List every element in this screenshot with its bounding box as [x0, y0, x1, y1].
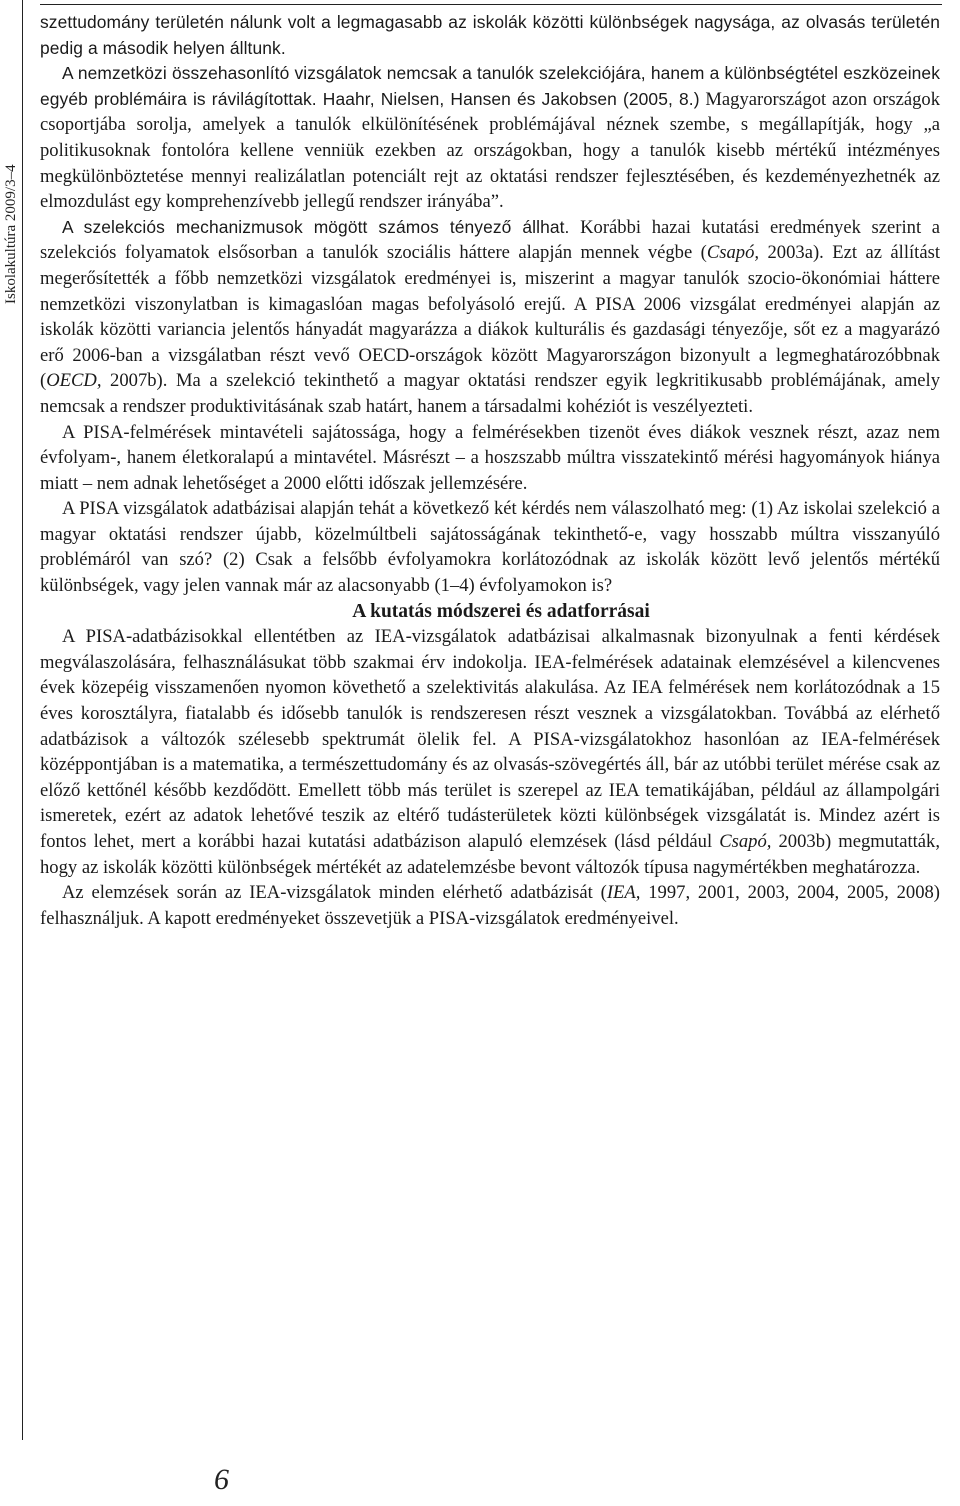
paragraph-1: [40, 10, 940, 215]
paragraph-2-part-2: Korábbi hazai kutatási eredmények szerint a szelekciós folyamatok elsősorban a tanulók szociális háttere alapján mennek végbe (: [40, 216, 941, 264]
top-rule: [40, 4, 942, 5]
paragraph-2-part-3: 2003a). Ezt az állítást megerősítették a főbb nemzetközi vizsgálatok eredményei is, miszerint a magyar tanulók szocio-ökonómiai háttere nemzetközi viszonylatban is kimagaslóan magas befolyásoló erejű. A PISA 2006 vizsgálat eredményei alapján az iskolák közötti variancia jelentős hányadát magyarázza a diákok kulturális és gazdasági tényezője, sőt ez a magyarázó erő 2006-ban a vizsgálatban részt vevő OECD-országok között Magyarországon bizonyult a legmeghatározóbbnak (: [40, 242, 940, 392]
paragraph-1-part-2: A nemzetközi összehasonlító vizsgálatok nemcsak a tanulók szelekciójára, hanem a különbségtétel eszközeinek egyéb problémáira is rávilágítottak. Haahr, Nielsen, Hansen és Jakobsen (2005, 8.): [40, 63, 940, 109]
article-body: [40, 10, 940, 931]
paragraph-5-part-2: 2003b) megmutatták, hogy az iskolák közötti különbségek mértékét az adatelemzésbe bevont változók típusa nagymértékben meghatározza.: [40, 831, 940, 878]
paragraph-6: [40, 880, 940, 931]
paragraph-6-part-2: 1997, 2001, 2003, 2004, 2005, 2008) felhasználjuk. A kapott eredményeket összevetjük a PISA-vizsgálatok eredményeivel.: [40, 882, 940, 929]
section-title: A kutatás módszerei és adatforrásai: [352, 600, 650, 622]
journal-label: Iskolakultúra 2009/3–4: [3, 164, 19, 304]
paragraph-1-part-1: szettudomány területén nálunk volt a legmagasabb az iskolák közötti különbségek nagysága, az olvasás területén pedig a második helyen álltunk.: [40, 12, 940, 58]
paragraph-2: [40, 215, 940, 420]
citation-csapo-2003b: Csapó,: [719, 831, 772, 852]
citation-csapo-2003a: Csapó,: [706, 242, 760, 264]
citation-oecd: OECD,: [46, 370, 102, 392]
paragraph-5: [40, 624, 940, 880]
paragraph-5-part-1: A PISA-adatbázisokkal ellentétben az IEA-vizsgálatok adatbázisai alkalmasnak bizonyulnak a fenti kérdések megválaszolására, felhasználásukat több szakmai érv indokolja. IEA-felmérések adatainak elemzésével a kilencvenes évek közepéig visszamenően nyomon követhető a szelektivitás alakulása. Az IEA felmérések nem korlátozódnak a 15 éves korosztályra, fiatalabb és idősebb tanulók is rendszeresen részt vesznek a vizsgálatokban. Továbbá az elérhető adatbázisok a változók szélesebb spektrumát ölelik fel. A PISA-vizsgálatokhoz hasonlóan az IEA-felmérések középpontjában is a matematika, a természettudomány és az olvasás-szövegértés áll, bár az utóbbi terület mérése csak az előző kettőnél később kezdődött. Emellett több más terület is szerepel az IEA tematikájában, például az állampolgári ismeretek, ezért az adatok lehetővé teszik az eltérő tudásterületek közti különbségek vizsgálatát is. Mindez azért is fontos lehet, mert a korábbi hazai kutatási adatbázison alapuló elemzések (lásd például: [40, 626, 940, 852]
paragraph-6-part-1: Az elemzések során az IEA-vizsgálatok minden elérhető adatbázisát (: [62, 882, 607, 904]
paragraph-2-part-4: 2007b). Ma a szelekció tekinthető a magyar oktatási rendszer egyik legkritikusabb problémájának, amely nemcsak a rendszer produktivitásának szab határt, hanem a társadalmi kohéziót is veszélyezteti.: [40, 370, 940, 417]
paragraph-1-part-3: Magyarországot azon országok csoportjába sorolja, amelyek a tanulók elkülönítésének problémájával néznek szembe, s megállapítják, hogy „a politikusoknak fontolóra kellene venniük ezekben az országokban, hogy a tanulók kisebb mértékű intézményes megkülönböztetése mennyi realizálatlan potenciált rejt az oktatási rendszer fejlesztésében, és kezdeményezhetnék az elmozdulást egy komprehenzívebb jellegű rendszer irányába”.: [40, 88, 941, 213]
paragraph-2-lead: A szelekciós mechanizmusok mögött számos tényező állhat.: [62, 216, 570, 237]
page-number: 6: [214, 1463, 229, 1496]
paragraph-4: A PISA vizsgálatok adatbázisai alapján tehát a következő két kérdés nem válaszolható meg: (1) Az iskolai szelekció a magyar oktatási rendszer újabb, közelmúltbeli sajátosságának tekinthető-e, vagy hosszabb múltra visszanyúló problémáról van szó? (2) Csak a felsőbb évfolyamokra korlátozódnak az iskolák között levő jelentős mértékű különbségek, vagy jelen vannak már az alacsonyabb (1–4) évfolyamokon is?: [40, 498, 940, 597]
side-rail: [0, 0, 23, 1440]
paragraph-3: A PISA-felmérések mintavételi sajátossága, hogy a felmérésekben tizenöt éves diákok vesznek részt, azaz nem évfolyam-, hanem életkoralapú a mintavétel. Másrészt – a hoszszabb múltra visszatekintő mérési hagyományok hiánya miatt – nem adnak lehetőséget a 2000 előtti időszak jellemzésére.: [40, 421, 940, 494]
citation-iea: IEA,: [606, 882, 641, 904]
